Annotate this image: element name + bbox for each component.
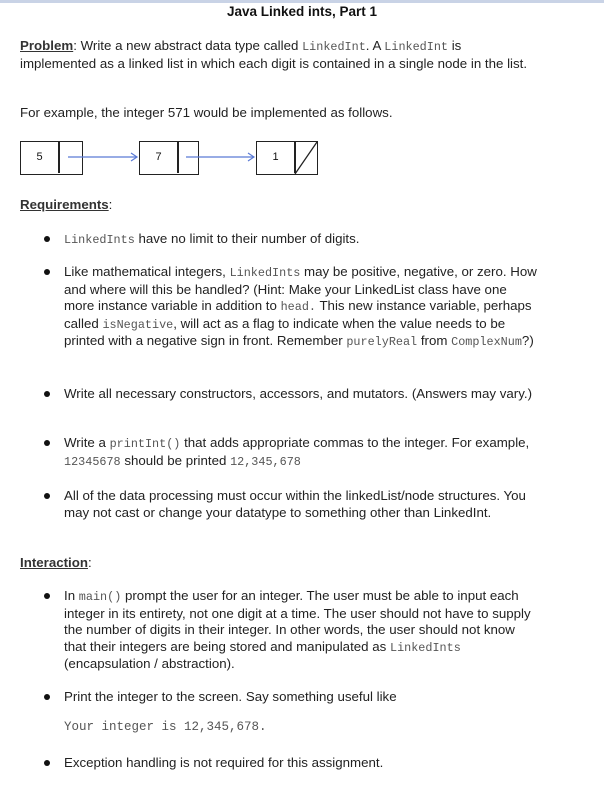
list-item: Write all necessary constructors, accessors, and mutators. (Answers may vary.) [64, 386, 540, 403]
example-output-code: Your integer is 12,345,678. [64, 720, 267, 734]
problem-text: is implemented as a linked list in which each digit is contained in a single node in the list. [20, 38, 528, 71]
problem-label: Problem [20, 38, 74, 53]
interaction-heading: Interaction: [20, 555, 92, 570]
arrow-icon [68, 153, 254, 161]
page-title: Java Linked ints, Part 1 [226, 4, 378, 19]
list-arrows [0, 0, 604, 200]
node-value: 7 [155, 151, 162, 163]
list-item: Exception handling is not required for this assignment. [64, 755, 540, 772]
problem-text: . A [365, 38, 385, 53]
list-item: Print the integer to the screen. Say something useful like [64, 689, 540, 706]
code-linkedint: LinkedInt [384, 40, 448, 54]
list-item: In main() prompt the user for an integer. The user must be able to input each integer in its entirety, not one digit at a time. The user should not have to supply the number of digits in their integer. In other words, the user should not know that their integers are being stored and manipulated as LinkedInts (encapsulation / abstraction). [64, 588, 540, 673]
requirements-heading: Requirements: [20, 197, 113, 212]
problem-paragraph: Problem: Write a new abstract data type called LinkedInt. A LinkedInt is implemented as a linked list in which each digit is contained in a single node in the list. [20, 38, 528, 71]
node-value: 5 [36, 151, 43, 163]
list-item: All of the data processing must occur within the linkedList/node structures. You may not cast or change your datatype to something other than LinkedInt. [64, 488, 540, 521]
node-value: 1 [272, 151, 279, 163]
problem-text: Write a new abstract data type called [80, 38, 303, 53]
list-item: LinkedInts have no limit to their number of digits. [64, 231, 540, 249]
null-slash-icon [295, 142, 317, 174]
code-linkedint: LinkedInt [302, 40, 366, 54]
list-item: Write a printInt() that adds appropriate commas to the integer. For example, 12345678 should be printed 12,345,678 [64, 435, 540, 470]
list-item: Like mathematical integers, LinkedInts may be positive, negative, or zero. How and where will this be handled? (Hint: Make your LinkedList class have one more instance variable in addition to head. This new instance variable, perhaps called isNegative, will act as a flag to indicate when the value needs to be printed with a negative sign in front. Remember purelyReal from ComplexNum?) [64, 264, 540, 351]
example-text: For example, the integer 571 would be implemented as follows. [20, 105, 393, 120]
